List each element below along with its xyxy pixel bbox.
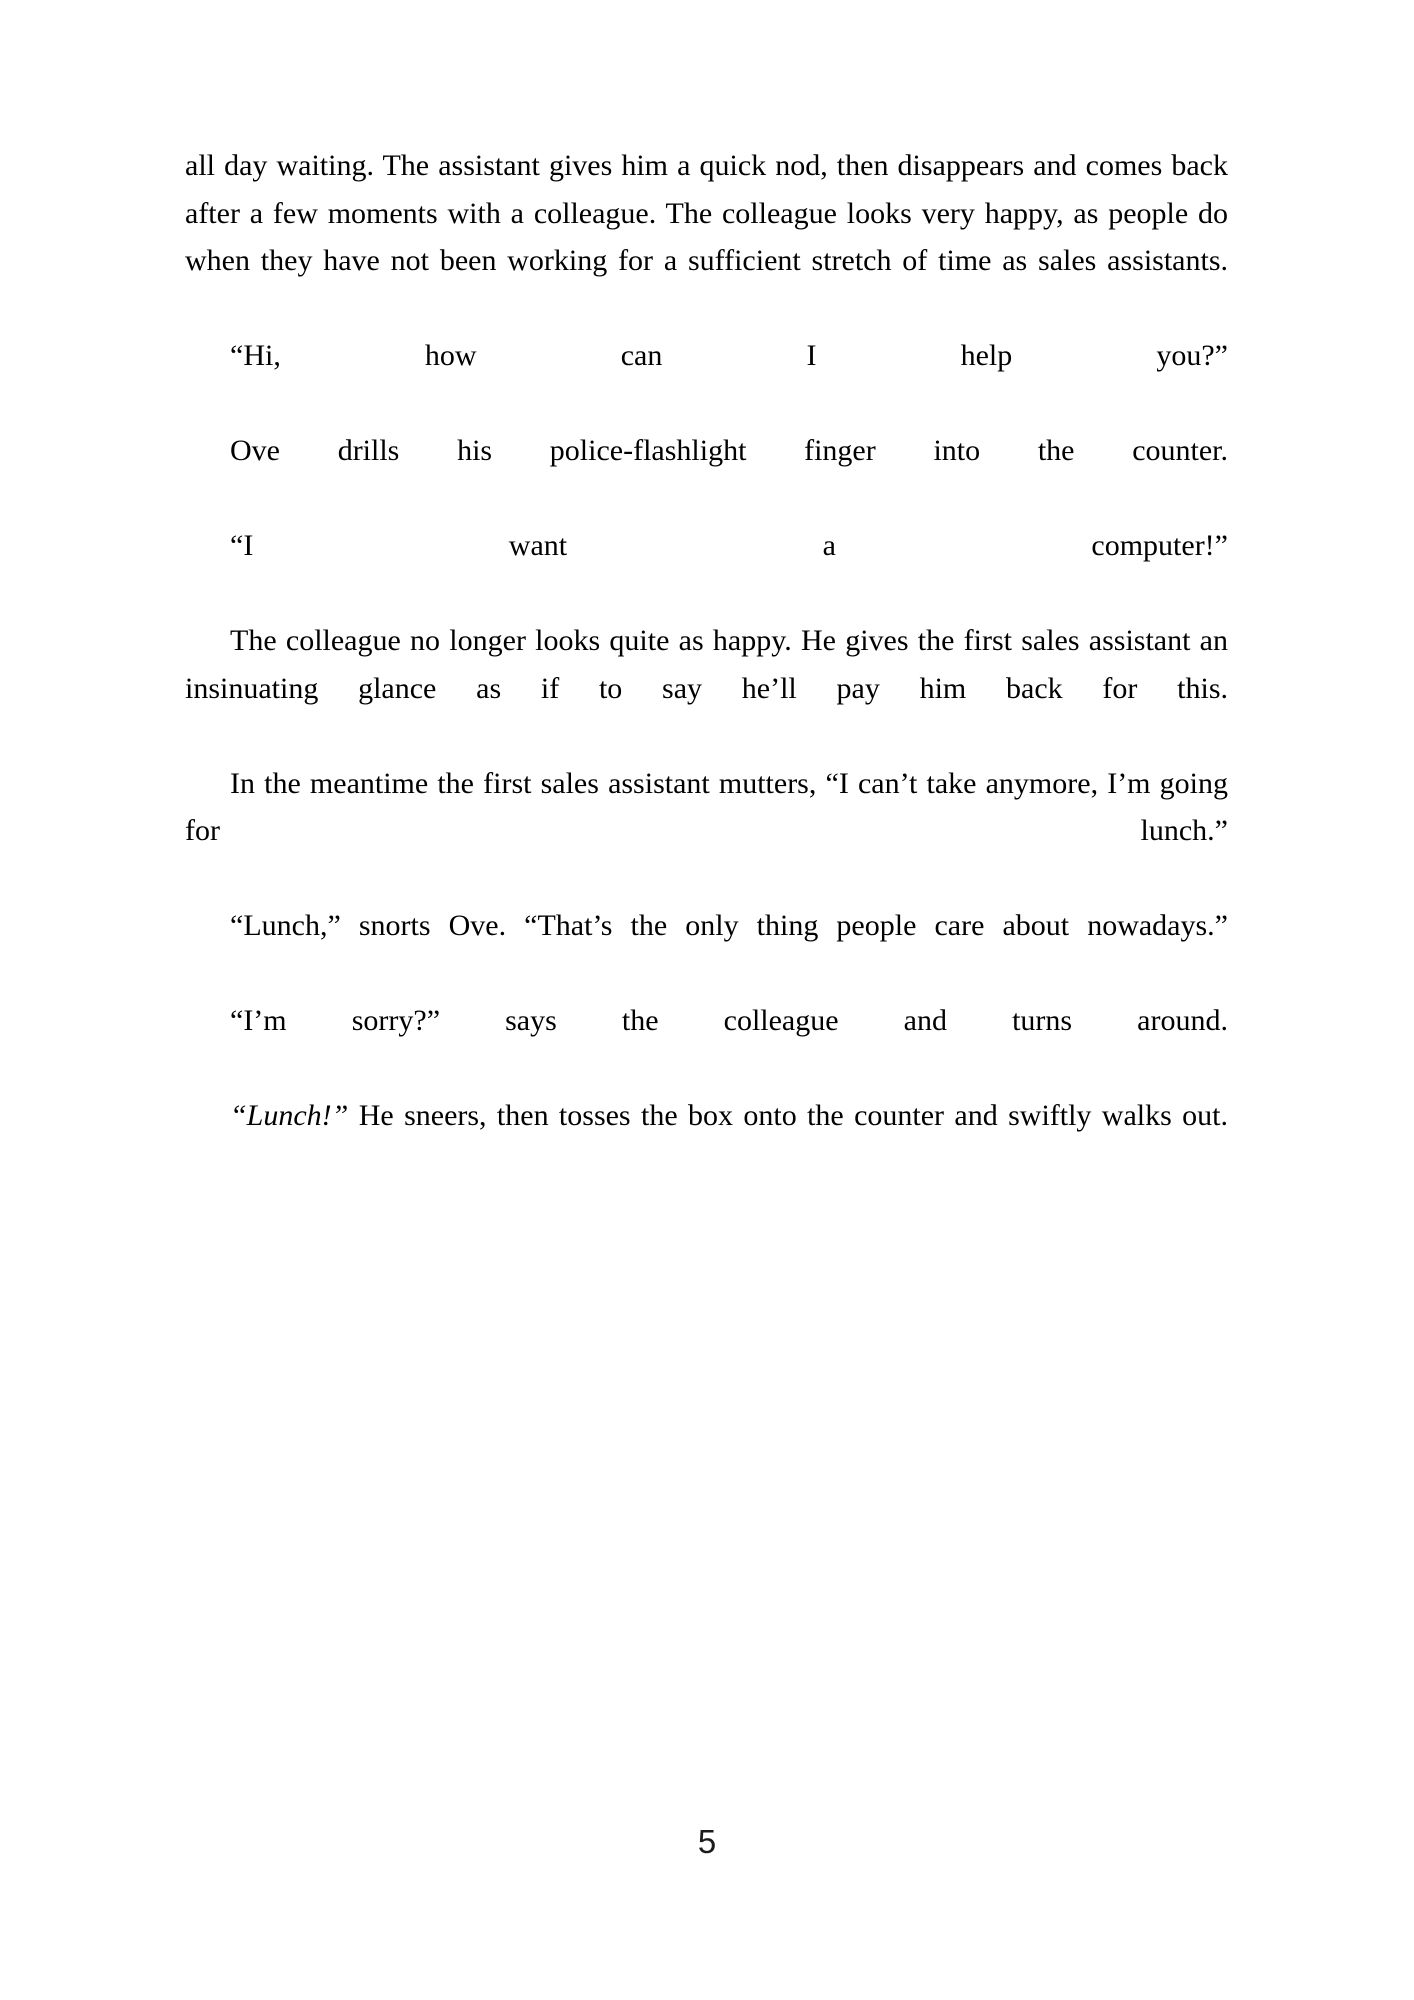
paragraph-dialogue-lunch-snorts: “Lunch,” snorts Ove. “That’s the only thing people care about nowadays.” bbox=[230, 909, 1228, 942]
paragraph-ove-drills: Ove drills his police-flashlight finger into the counter. bbox=[230, 434, 1228, 467]
paragraph-meantime-mutters: In the meantime the first sales assistant mutters, “I can’t take anymore, I’m going for lunch.” bbox=[185, 766, 1228, 847]
paragraph-continuation: all day waiting. The assistant gives him a quick nod, then disappears and comes back after a few moments with a colleague. The colleague looks very happy, as people do when they have not been working for a sufficient stretch of time as sales assistants. bbox=[185, 149, 1228, 277]
paragraph-final-remainder: He sneers, then tosses the box onto the counter and swiftly walks out. bbox=[348, 1099, 1228, 1132]
paragraph-colleague-reaction: The colleague no longer looks quite as happy. He gives the first sales assistant an insinuating glance as if to say he’ll pay him back for this. bbox=[185, 624, 1228, 705]
paragraph-dialogue-greeting: “Hi, how can I help you?” bbox=[230, 339, 1228, 372]
paragraph-dialogue-im-sorry: “I’m sorry?” says the colleague and turns around. bbox=[230, 1004, 1228, 1037]
italic-lunch-exclamation: “Lunch!” bbox=[230, 1099, 349, 1132]
paragraph-dialogue-want-computer: “I want a computer!” bbox=[230, 529, 1228, 562]
page-number: 5 bbox=[697, 1823, 717, 1860]
page-body-text bbox=[185, 142, 1228, 1187]
paragraph-final-lunch-sneers bbox=[185, 1092, 1228, 1187]
